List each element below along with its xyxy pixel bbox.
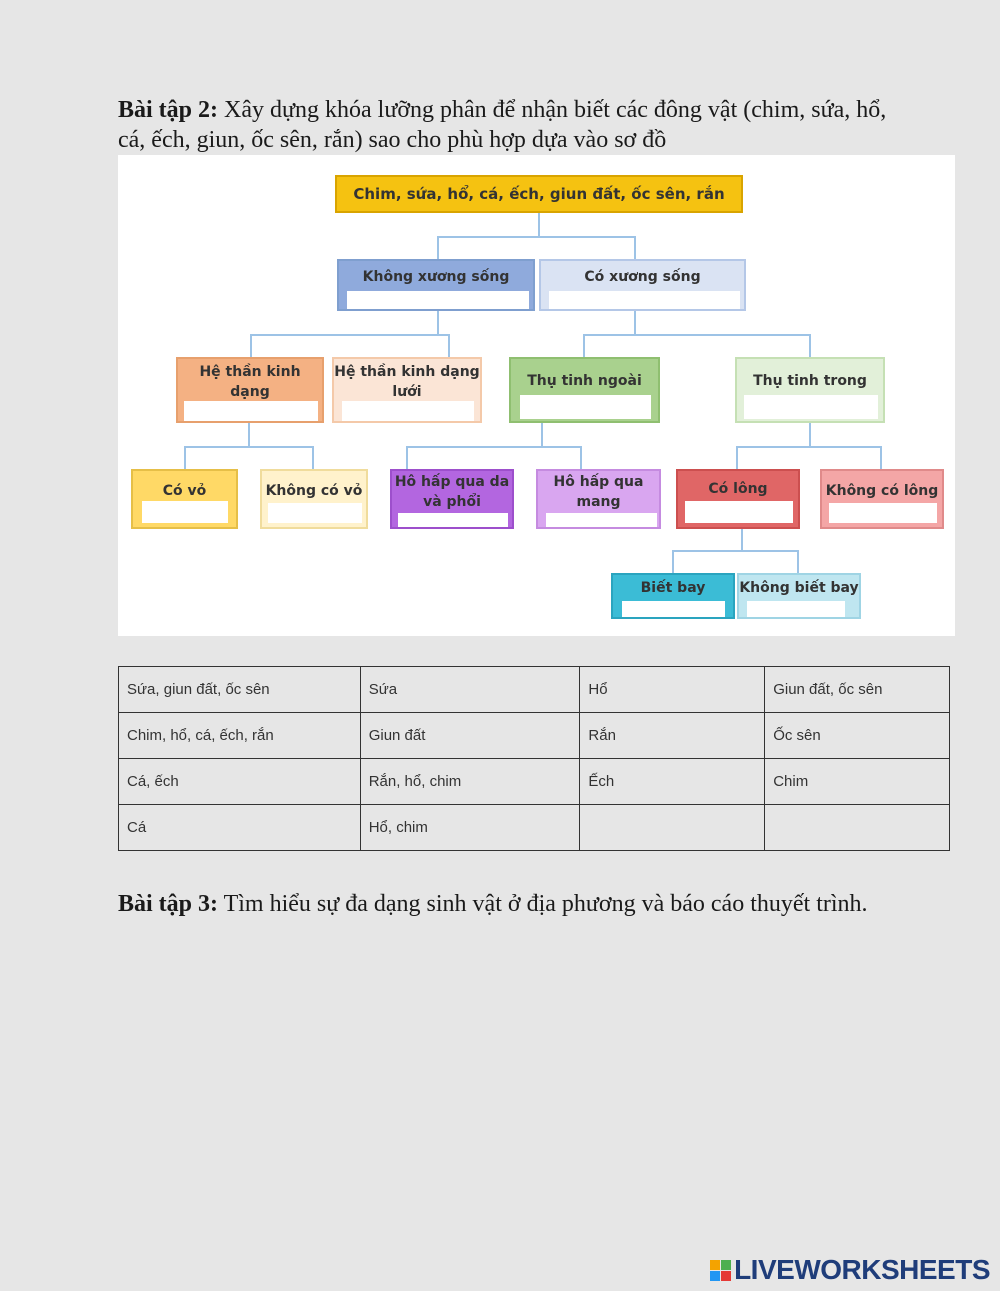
node-no-shell-label: Không có vỏ <box>265 483 363 499</box>
answer-option[interactable]: Sứa <box>360 667 580 713</box>
answer-blank-no-shell[interactable] <box>268 503 362 523</box>
node-skin-lung-label <box>392 471 512 512</box>
node-no-hair <box>820 469 944 529</box>
node-root <box>335 175 743 213</box>
node-gill <box>536 469 661 529</box>
answer-blank-backbone[interactable] <box>549 291 740 309</box>
answer-option[interactable]: Hổ, chim <box>360 805 580 851</box>
answer-option[interactable]: Chim, hổ, cá, ếch, rắn <box>119 713 361 759</box>
node-skin-lung <box>390 469 514 529</box>
node-no-backbone-label: Không xương sống <box>362 269 510 285</box>
node-internal-fert-label: Thụ tinh trong <box>753 373 867 389</box>
answer-option[interactable]: Ốc sên <box>765 713 950 759</box>
answer-option[interactable]: Chim <box>765 759 950 805</box>
exercise-3 <box>118 889 958 919</box>
node-can-fly-label: Biết bay <box>640 580 706 596</box>
exercise-2-line-1 <box>118 95 958 125</box>
node-has-hair-label: Có lông <box>708 481 768 497</box>
answer-option[interactable]: Giun đất <box>360 713 580 759</box>
node-no-shell <box>260 469 368 529</box>
empty-cell <box>765 805 950 851</box>
answer-option[interactable]: Cá <box>119 805 361 851</box>
net-nerve-line-2: lưới <box>392 384 422 400</box>
answer-blank-external-fert[interactable] <box>520 395 651 419</box>
skin-lung-line-1: Hô hấp qua da <box>394 474 510 490</box>
skin-lung-line-2: và phổi <box>423 494 481 510</box>
node-external-fert <box>509 357 660 423</box>
node-can-fly <box>611 573 735 619</box>
exercise-3-text: Tìm hiểu sự đa dạng sinh vật ở địa phương và báo cáo thuyết trình. <box>218 891 868 917</box>
node-root-label: Chim, sứa, hổ, cá, ếch, giun đất, ốc sên, rắn <box>353 185 725 203</box>
logo-mark-icon <box>710 1260 731 1281</box>
answer-option[interactable]: Sứa, giun đất, ốc sên <box>119 667 361 713</box>
table-row <box>119 713 950 759</box>
answer-blank-no-hair[interactable] <box>829 503 937 523</box>
node-chain-nerve <box>176 357 324 423</box>
table-row <box>119 759 950 805</box>
gill-line-2: mang <box>576 494 621 510</box>
node-has-shell <box>131 469 238 529</box>
answer-options-table <box>118 666 950 851</box>
exercise-2-line-2: cá, ếch, giun, ốc sên, rắn) sao cho phù hợp dựa vào sơ đồ <box>118 127 667 153</box>
node-net-nerve <box>332 357 482 423</box>
table-row <box>119 805 950 851</box>
table-row <box>119 667 950 713</box>
node-backbone-label: Có xương sống <box>584 269 701 285</box>
net-nerve-line-1: Hệ thần kinh dạng <box>334 364 480 380</box>
answer-option[interactable]: Cá, ếch <box>119 759 361 805</box>
answer-option[interactable]: Rắn <box>580 713 765 759</box>
answer-option[interactable]: Hổ <box>580 667 765 713</box>
node-has-hair <box>676 469 800 529</box>
answer-option[interactable]: Giun đất, ốc sên <box>765 667 950 713</box>
answer-blank-net-nerve[interactable] <box>342 401 474 421</box>
logo-text: LIVEWORKSHEETS <box>734 1254 990 1285</box>
chain-nerve-line-1: Hệ thần kinh dạng <box>199 364 301 400</box>
node-internal-fert <box>735 357 885 423</box>
node-no-hair-label: Không có lông <box>825 483 939 499</box>
node-gill-label <box>538 471 659 512</box>
answer-option[interactable]: Rắn, hổ, chim <box>360 759 580 805</box>
liveworksheets-logo <box>710 1255 990 1285</box>
node-no-backbone <box>337 259 535 311</box>
answer-blank-skin-lung[interactable] <box>398 513 508 527</box>
node-cannot-fly-label: Không biết bay <box>739 580 859 596</box>
answer-blank-can-fly[interactable] <box>622 601 725 617</box>
answer-blank-has-hair[interactable] <box>685 501 793 523</box>
empty-cell <box>580 805 765 851</box>
exercise-2-text-1: Xây dựng khóa lưỡng phân để nhận biết các đông vật (chim, sứa, hổ, <box>218 97 887 123</box>
node-net-nerve-label <box>334 359 480 402</box>
exercise-3-label: Bài tập 3: <box>118 891 219 917</box>
node-external-fert-label: Thụ tinh ngoài <box>527 373 642 389</box>
node-has-shell-label: Có vỏ <box>162 483 207 499</box>
answer-blank-gill[interactable] <box>546 513 657 527</box>
node-backbone <box>539 259 746 311</box>
answer-option[interactable]: Ếch <box>580 759 765 805</box>
node-cannot-fly <box>737 573 861 619</box>
exercise-2-label: Bài tập 2: <box>118 97 219 123</box>
gill-line-1: Hô hấp qua <box>553 474 644 490</box>
answer-blank-internal-fert[interactable] <box>744 395 878 419</box>
answer-blank-cannot-fly[interactable] <box>747 601 845 617</box>
answer-blank-has-shell[interactable] <box>142 501 228 523</box>
answer-blank-no-backbone[interactable] <box>347 291 529 309</box>
answer-blank-chain-nerve[interactable] <box>184 401 318 421</box>
dichotomous-key-diagram <box>118 155 955 636</box>
